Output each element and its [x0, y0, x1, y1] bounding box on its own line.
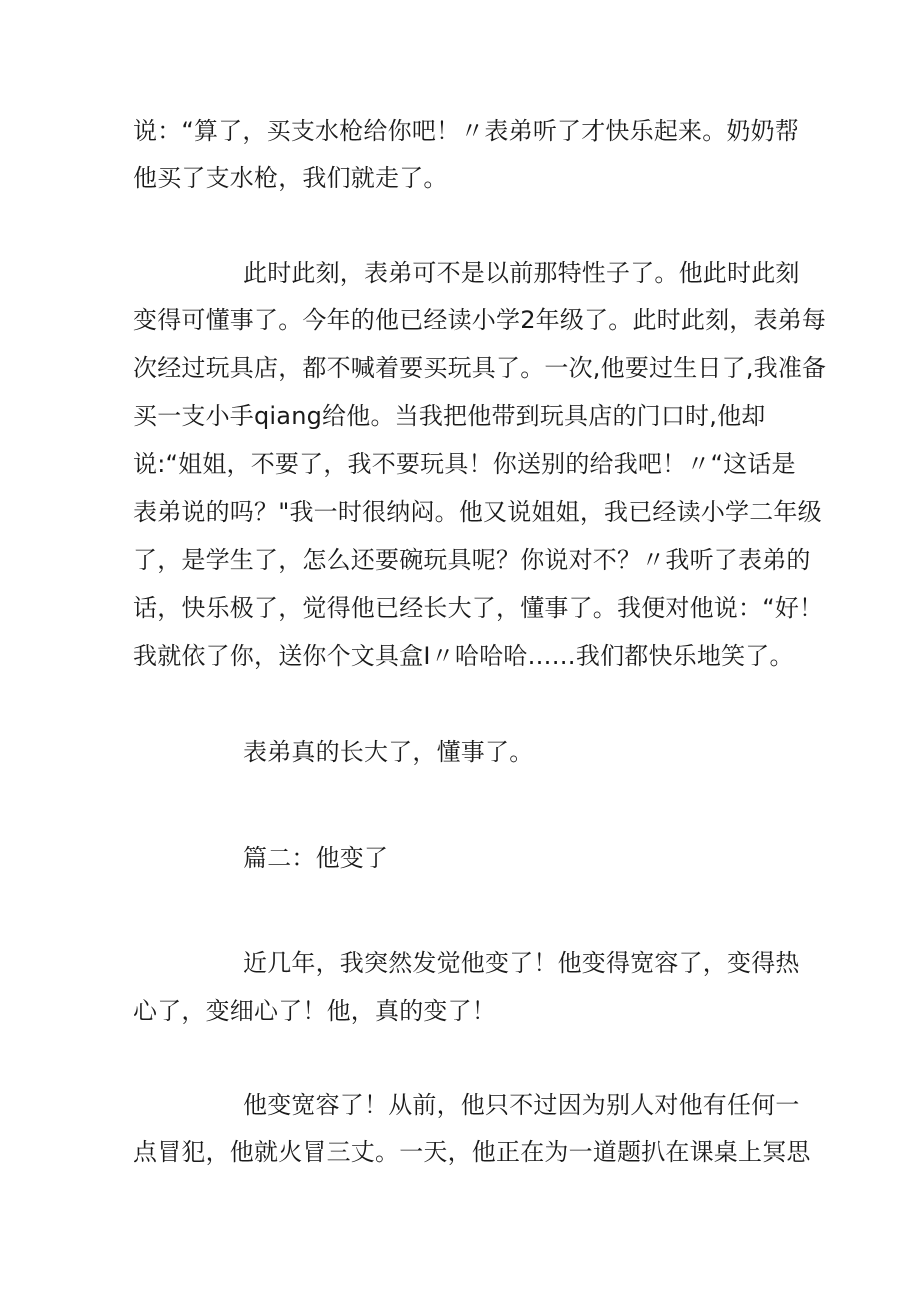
text-line: 了，是学生了，怎么还要碗玩具呢？你说对不？〃我听了表弟的 — [133, 546, 811, 574]
text-line: 话，快乐极了，觉得他已经长大了，懂事了。我便对他说：“好！ — [133, 594, 824, 622]
text-line: 次经过玩具店，都不喊着要买玩具了。一次,他要过生日了,我准备 — [133, 354, 827, 382]
text-line: 买一支小手qiang给他。当我把他带到玩具店的门口时,他却 — [133, 402, 766, 430]
paragraph-first-line: 此时此刻，表弟可不是以前那特性子了。他此时此刻 — [243, 259, 800, 287]
text-line: 心了，变细心了！他，真的变了！ — [133, 997, 496, 1025]
section-heading: 篇二：他变了 — [243, 844, 389, 872]
text-line: 表弟说的吗？"我一时很纳闷。他又说姐姐，我已经读小学二年级 — [133, 498, 822, 526]
text-line: 他买了支水枪，我们就走了。 — [133, 164, 448, 192]
paragraph-first-line: 他变宽容了！从前，他只不过因为别人对他有任何一 — [243, 1091, 800, 1119]
text-line: 变得可懂事了。今年的他已经读小学2年级了。此时此刻，表弟每 — [133, 306, 827, 334]
paragraph-first-line: 表弟真的长大了，懂事了。 — [243, 738, 534, 766]
paragraph-first-line: 近几年，我突然发觉他变了！他变得宽容了，变得热 — [243, 949, 800, 977]
text-line: 说:“姐姐，不要了，我不要玩具！你送别的给我吧！〃“这话是 — [133, 450, 796, 478]
text-line: 点冒犯，他就火冒三丈。一天，他正在为一道题扒在课桌上冥思 — [133, 1138, 811, 1166]
text-line: 我就依了你，送你个文具盒I〃哈哈哈……我们都快乐地笑了。 — [133, 642, 794, 670]
text-line: 说：“算了，买支水枪给你吧！〃表弟听了才快乐起来。奶奶帮 — [133, 117, 800, 145]
